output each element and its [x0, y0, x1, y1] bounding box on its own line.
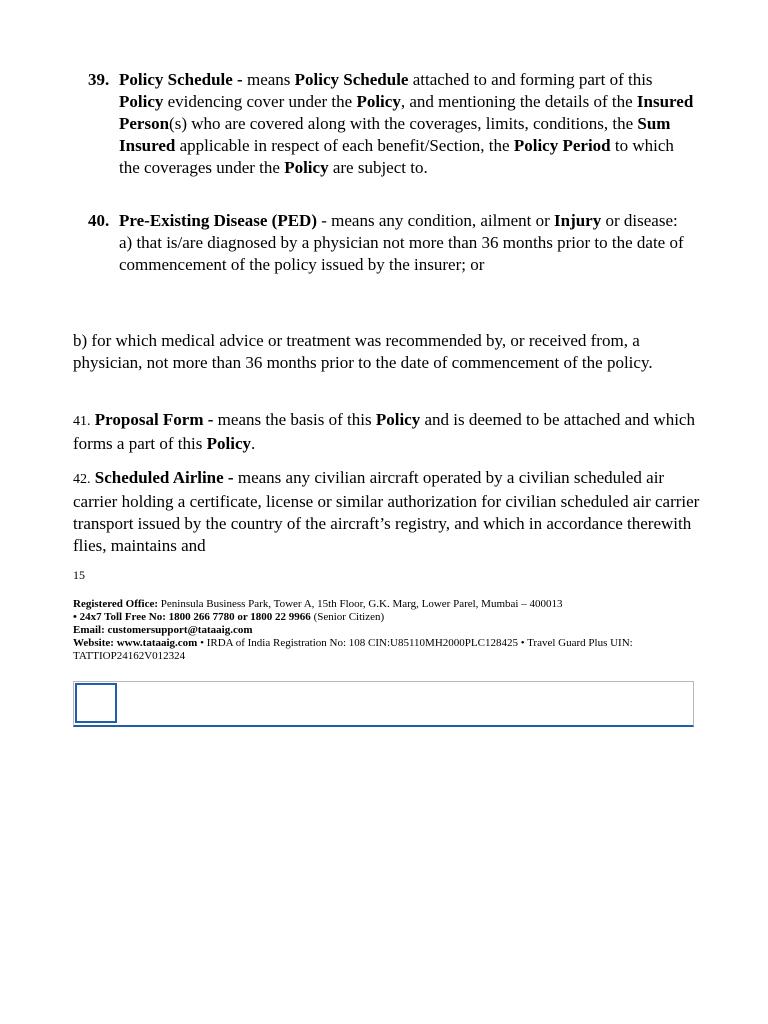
clause-text: (s) who are covered along with the coverages, limits, conditions, the: [169, 114, 638, 133]
clause-bold-term: Policy: [284, 158, 329, 177]
clause-bold-term: Sum Insured: [119, 114, 671, 155]
clause-text: - means any condition, ailment or: [317, 211, 554, 230]
clause-text: , and mentioning the details of the: [400, 92, 637, 111]
registered-address: Peninsula Business Park, Tower A, 15th Floor, G.K. Marg, Lower Parel, Mumbai – 400013: [158, 598, 563, 610]
clause-text: means the basis of this: [213, 410, 376, 429]
clause-bold-term: Policy: [356, 92, 401, 111]
clause-41: [73, 409, 701, 455]
website-line: [73, 637, 703, 650]
clause-42: [73, 467, 701, 557]
uin: TATTIOP24162V012324: [73, 650, 186, 662]
clause-text: are subject to.: [328, 158, 428, 177]
toll-free-label: • 24x7 Toll Free No: 1800 266 7780 or 1800 22 9966: [73, 611, 311, 623]
clause-40-intro: [119, 210, 697, 232]
clause-text: or disease:: [601, 211, 678, 230]
clause-term: Pre-Existing Disease (PED): [119, 211, 317, 230]
clause-number: 40.: [88, 211, 110, 230]
clause-text: evidencing cover under the: [163, 92, 357, 111]
clause-text: attached to and forming part of this: [408, 70, 653, 89]
email-link[interactable]: Email: customersupport@tataaig.com: [73, 624, 253, 636]
registered-office: [73, 598, 703, 611]
clause-number: 42.: [73, 472, 91, 487]
clause-text: means: [242, 70, 295, 89]
toll-free: [73, 611, 703, 624]
clause-40-sub-a: a) that is/are diagnosed by a physician not more than 36 months prior to the date of commencement of the policy issued by the insurer; or: [119, 233, 684, 274]
registered-label: Registered Office:: [73, 598, 159, 610]
page-number: 15: [73, 568, 85, 582]
clause-term: Scheduled Airline -: [94, 468, 234, 487]
clause-bold-term: Policy: [206, 434, 251, 453]
clause-number: 41.: [73, 414, 91, 429]
footer: [73, 598, 703, 663]
clause-bold-term: Injury: [554, 211, 602, 230]
clause-text: b) for which medical advice or treatment was recommended by, or received from, a physician, not more than 36 months prior to the date of commencement of the policy.: [73, 331, 653, 372]
clause-term: Proposal Form -: [94, 410, 214, 429]
clause-39-text: [119, 69, 697, 179]
footer-banner: [73, 681, 694, 727]
clause-number: 39.: [88, 70, 110, 89]
clause-text: means any civilian aircraft operated by a civilian scheduled air carrier holding a certificate, license or similar authorization for civilian scheduled air carrier transport issued by the country of the aircraft’s registry, and which in accordance therewith flies, maintains and: [73, 468, 700, 555]
clause-40-sub-b: [73, 330, 701, 374]
clause-bold-term: Policy Period: [513, 136, 611, 155]
clause-bold-term: Insured Person: [119, 92, 694, 133]
website-link[interactable]: Website: www.tataaig.com: [73, 637, 198, 649]
clause-bold-term: Policy: [375, 410, 421, 429]
registration-info: • IRDA of India Registration No: 108 CIN:U85110MH2000PLC128425 • Travel Guard Plus UIN:: [197, 637, 633, 649]
clause-text: and is deemed to be attached and which forms a part of this: [73, 410, 695, 453]
clause-bold-term: Policy Schedule: [294, 70, 409, 89]
email: [73, 624, 703, 637]
clause-text: .: [251, 434, 256, 453]
clause-text: to which the coverages under the: [119, 136, 674, 177]
clause-text: applicable in respect of each benefit/Section, the: [175, 136, 514, 155]
clause-term: Policy Schedule -: [119, 70, 243, 89]
clause-bold-term: Policy: [119, 92, 164, 111]
logo-placeholder-icon: [75, 683, 117, 723]
toll-free-note: (Senior Citizen): [310, 611, 385, 623]
